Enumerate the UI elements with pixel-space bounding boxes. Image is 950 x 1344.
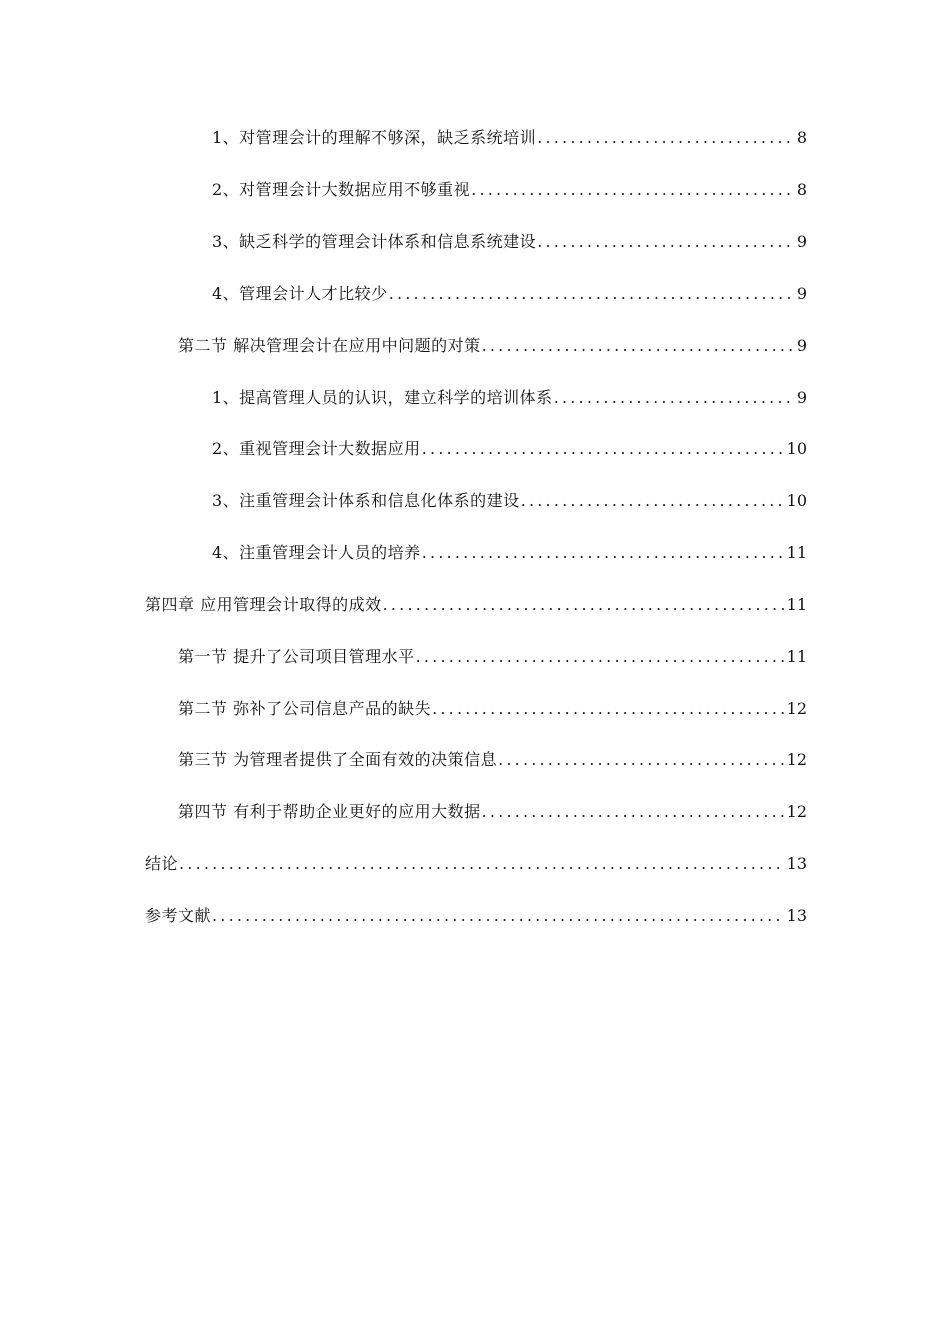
toc-entry-title: 第四章 应用管理会计取得的成效 — [145, 595, 382, 614]
toc-entry-page: 11 — [786, 647, 807, 666]
toc-entry-title: 第一节 提升了公司项目管理水平 — [178, 647, 415, 666]
toc-entry-page: 10 — [786, 439, 807, 458]
toc-entry[interactable] — [178, 333, 807, 359]
dot-leader — [416, 644, 785, 670]
dot-leader — [482, 333, 795, 359]
dot-leader — [389, 281, 795, 307]
toc-entry[interactable] — [212, 385, 807, 411]
toc-entry[interactable] — [212, 125, 807, 151]
toc-entry-title: 第四节 有利于帮助企业更好的应用大数据 — [178, 802, 481, 821]
toc-entry-page: 12 — [786, 750, 807, 769]
toc-entry-title: 第三节 为管理者提供了全面有效的决策信息 — [178, 750, 498, 769]
toc-entry-title: 参考文献 — [145, 906, 212, 925]
dot-leader — [422, 436, 785, 462]
dot-leader — [498, 747, 785, 773]
dot-leader — [482, 799, 785, 825]
toc-entry-page: 11 — [786, 543, 807, 562]
toc-entry-page: 8 — [796, 180, 807, 199]
toc-entry-title: 第二节 解决管理会计在应用中问题的对策 — [178, 336, 481, 355]
toc-entry-title: 3、注重管理会计体系和信息化体系的建设 — [212, 491, 520, 510]
toc-entry-page: 8 — [796, 128, 807, 147]
dot-leader — [422, 540, 785, 566]
toc-entry[interactable] — [178, 696, 807, 722]
dot-leader — [537, 229, 795, 255]
toc-entry-page: 13 — [786, 854, 807, 873]
toc-entry-title: 1、对管理会计的理解不够深，缺乏系统培训 — [212, 128, 537, 147]
toc-entry[interactable] — [212, 540, 807, 566]
toc-entry[interactable] — [145, 851, 807, 877]
dot-leader — [383, 592, 785, 618]
toc-entry-page: 9 — [796, 336, 807, 355]
toc-entry[interactable] — [145, 592, 807, 618]
toc-entry-page: 12 — [786, 802, 807, 821]
toc-entry-title: 4、管理会计人才比较少 — [212, 284, 388, 303]
dot-leader — [471, 177, 795, 203]
toc-entry-title: 结论 — [145, 854, 179, 873]
toc-entry[interactable] — [212, 229, 807, 255]
toc-entry[interactable] — [178, 799, 807, 825]
toc-entry-title: 3、缺乏科学的管理会计体系和信息系统建设 — [212, 232, 537, 251]
dot-leader — [179, 851, 785, 877]
dot-leader — [521, 488, 785, 514]
toc-entry-page: 9 — [796, 284, 807, 303]
dot-leader — [212, 903, 785, 929]
toc-entry-page: 12 — [786, 699, 807, 718]
dot-leader — [537, 125, 795, 151]
toc-entry[interactable] — [212, 281, 807, 307]
toc-entry[interactable] — [178, 747, 807, 773]
toc-entry-page: 9 — [796, 388, 807, 407]
toc-entry[interactable] — [212, 177, 807, 203]
dot-leader — [554, 385, 795, 411]
toc-entry-page: 9 — [796, 232, 807, 251]
toc-entry-title: 2、重视管理会计大数据应用 — [212, 439, 421, 458]
toc-entry-page: 11 — [786, 595, 807, 614]
toc-entry[interactable] — [145, 903, 807, 929]
toc-entry-page: 13 — [786, 906, 807, 925]
toc-entry-title: 1、提高管理人员的认识，建立科学的培训体系 — [212, 388, 553, 407]
toc-entry-title: 2、对管理会计大数据应用不够重视 — [212, 180, 471, 199]
toc-entry-title: 第二节 弥补了公司信息产品的缺失 — [178, 699, 432, 718]
dot-leader — [432, 696, 785, 722]
toc-entry[interactable] — [212, 488, 807, 514]
toc-entry-title: 4、注重管理会计人员的培养 — [212, 543, 421, 562]
toc-entry[interactable] — [212, 436, 807, 462]
toc-entry[interactable] — [178, 644, 807, 670]
toc-entry-page: 10 — [786, 491, 807, 510]
